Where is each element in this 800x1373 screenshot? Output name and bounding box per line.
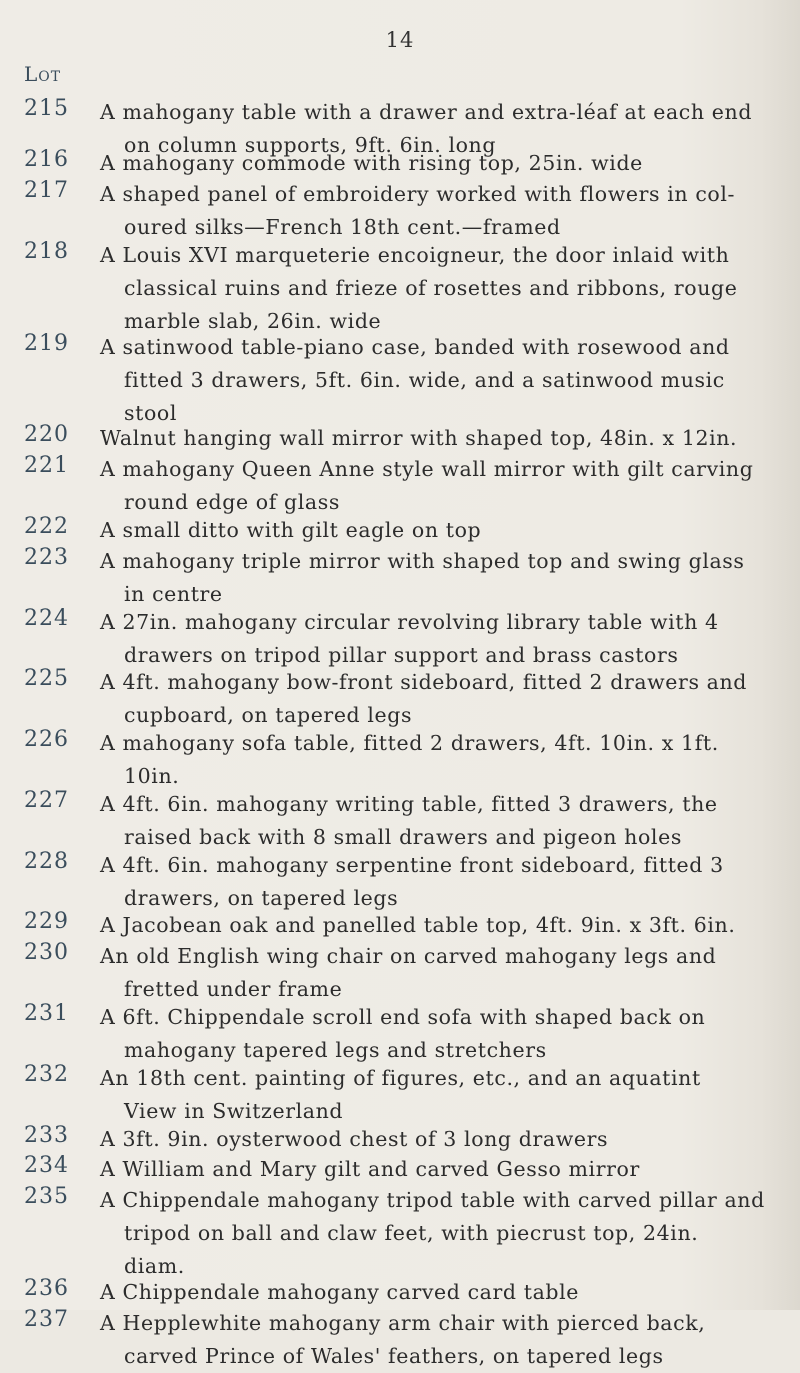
lot-description-line: mahogany tapered legs and stretchers bbox=[124, 1038, 547, 1063]
lot-number: 228 bbox=[24, 848, 69, 874]
lot-description bbox=[100, 1062, 800, 1128]
lot-description bbox=[100, 147, 800, 180]
lot-description-line: A Chippendale mahogany tripod table with carved pillar and bbox=[100, 1188, 765, 1213]
lot-description-line: A shaped panel of embroidery worked with flowers in col- bbox=[100, 182, 736, 207]
lot-description-line: fitted 3 drawers, 5ft. 6in. wide, and a satinwood music bbox=[124, 367, 725, 392]
lot-description-line: A Hepplewhite mahogany arm chair with pierced back, bbox=[100, 1310, 706, 1335]
lot-description-line: tripod on ball and claw feet, with piecrust top, 24in. bbox=[124, 1221, 699, 1246]
lot-number: 220 bbox=[24, 422, 69, 448]
lot-description-line: A 3ft. 9in. oysterwood chest of 3 long drawers bbox=[100, 1126, 609, 1151]
lot-description-line: in centre bbox=[124, 581, 223, 606]
lot-description-line: marble slab, 26in. wide bbox=[124, 309, 382, 334]
lot-description bbox=[100, 727, 800, 793]
lot-description bbox=[100, 940, 800, 1006]
lot-description-line: carved Prince of Wales' feathers, on tapered legs bbox=[124, 1343, 664, 1368]
lot-description-line: raised back with 8 small drawers and pigeon holes bbox=[124, 824, 682, 849]
lot-description-line: A Chippendale mahogany carved card table bbox=[100, 1279, 580, 1304]
lot-number: 235 bbox=[24, 1184, 69, 1210]
lot-number: 218 bbox=[24, 239, 69, 265]
lot-number: 227 bbox=[24, 787, 69, 813]
lot-description bbox=[100, 1001, 800, 1067]
lot-number: 233 bbox=[24, 1122, 69, 1148]
lot-description-line: round edge of glass bbox=[124, 490, 340, 515]
lot-number: 236 bbox=[24, 1275, 69, 1301]
lot-description-line: 10in. bbox=[124, 764, 180, 789]
lot-description bbox=[100, 606, 800, 672]
lot-description-line: A Jacobean oak and panelled table top, 4ft. 9in. x 3ft. 6in. bbox=[100, 913, 736, 938]
lot-description-line: A Louis XVI marqueterie encoigneur, the door inlaid with bbox=[100, 243, 730, 268]
lot-description-line: A 4ft. 6in. mahogany writing table, fitted 3 drawers, the bbox=[100, 791, 718, 816]
lot-number: 217 bbox=[24, 178, 69, 204]
lot-number: 229 bbox=[24, 909, 69, 935]
lot-description bbox=[100, 1184, 800, 1283]
lot-number: 226 bbox=[24, 727, 69, 753]
lot-description-line: oured silks—French 18th cent.—framed bbox=[124, 215, 561, 240]
lot-description-line: A 6ft. Chippendale scroll end sofa with shaped back on bbox=[100, 1005, 706, 1030]
lot-description-line: A mahogany sofa table, fitted 2 drawers, 4ft. 10in. x 1ft. bbox=[100, 731, 719, 756]
lot-description bbox=[100, 666, 800, 732]
lot-number: 234 bbox=[24, 1153, 69, 1179]
lot-description-line: A small ditto with gilt eagle on top bbox=[100, 517, 482, 542]
lot-description-line: An old English wing chair on carved mahogany legs and bbox=[100, 944, 717, 969]
lot-number: 222 bbox=[24, 513, 69, 539]
lot-description-line: drawers, on tapered legs bbox=[124, 885, 399, 910]
lot-description-line: Walnut hanging wall mirror with shaped top, 48in. x 12in. bbox=[100, 426, 738, 451]
lot-number: 230 bbox=[24, 940, 69, 966]
lot-description bbox=[100, 331, 800, 430]
lot-description-line: A mahogany commode with rising top, 25in. wide bbox=[100, 151, 643, 176]
lot-description bbox=[100, 849, 800, 915]
lot-description bbox=[100, 909, 800, 942]
lot-number: 237 bbox=[24, 1306, 69, 1332]
lot-description-line: A satinwood table-piano case, banded with rosewood and bbox=[100, 334, 730, 359]
lot-description-line: fretted under frame bbox=[124, 977, 343, 1002]
lot-description bbox=[100, 239, 800, 338]
page-number: 14 bbox=[385, 28, 415, 52]
lot-description bbox=[100, 422, 800, 455]
lot-description bbox=[100, 545, 800, 611]
lot-description-line: diam. bbox=[124, 1254, 185, 1279]
lot-description-line: A mahogany table with a drawer and extra-léaf at each end bbox=[100, 100, 753, 124]
lot-number: 231 bbox=[24, 1001, 69, 1027]
lot-description bbox=[100, 1153, 800, 1186]
lot-description-line: View in Switzerland bbox=[124, 1098, 344, 1123]
lot-number: 225 bbox=[24, 666, 69, 692]
lot-description-line: drawers on tripod pillar support and brass castors bbox=[124, 642, 679, 667]
lot-description bbox=[100, 1307, 800, 1373]
lot-description bbox=[100, 1123, 800, 1156]
lot-description-line: A 27in. mahogany circular revolving library table with 4 bbox=[100, 609, 719, 634]
lot-description bbox=[100, 178, 800, 244]
lot-description-line: stool bbox=[124, 400, 177, 425]
lot-number: 216 bbox=[24, 147, 69, 173]
lot-number: 223 bbox=[24, 544, 69, 570]
lot-description bbox=[100, 514, 800, 547]
lot-number: 219 bbox=[24, 330, 69, 356]
lot-description bbox=[100, 453, 800, 519]
lot-description-line: A William and Mary gilt and carved Gesso mirror bbox=[100, 1157, 640, 1182]
lot-description-line: classical ruins and frieze of rosettes and ribbons, rouge bbox=[124, 276, 738, 301]
lot-description bbox=[100, 788, 800, 854]
lot-number: 221 bbox=[24, 453, 69, 479]
lot-number: 224 bbox=[24, 605, 69, 631]
lot-number: 232 bbox=[24, 1061, 69, 1087]
lot-number: 215 bbox=[24, 96, 69, 121]
lot-description-line: A 4ft. mahogany bow-front sideboard, fitted 2 drawers and bbox=[100, 670, 748, 695]
lot-column-header: Lot bbox=[24, 62, 62, 86]
lot-description-line: An 18th cent. painting of figures, etc., and an aquatint bbox=[100, 1065, 701, 1090]
lot-description-line: A 4ft. 6in. mahogany serpentine front sideboard, fitted 3 bbox=[100, 852, 724, 877]
lot-description bbox=[100, 1276, 800, 1309]
lot-description-line: A mahogany Queen Anne style wall mirror with gilt carving bbox=[100, 457, 754, 482]
lot-description-line: cupboard, on tapered legs bbox=[124, 703, 413, 728]
lot-description-line: A mahogany triple mirror with shaped top and swing glass bbox=[100, 548, 745, 573]
lot-description-line: on column supports, 9ft. 6in. long bbox=[124, 133, 497, 157]
